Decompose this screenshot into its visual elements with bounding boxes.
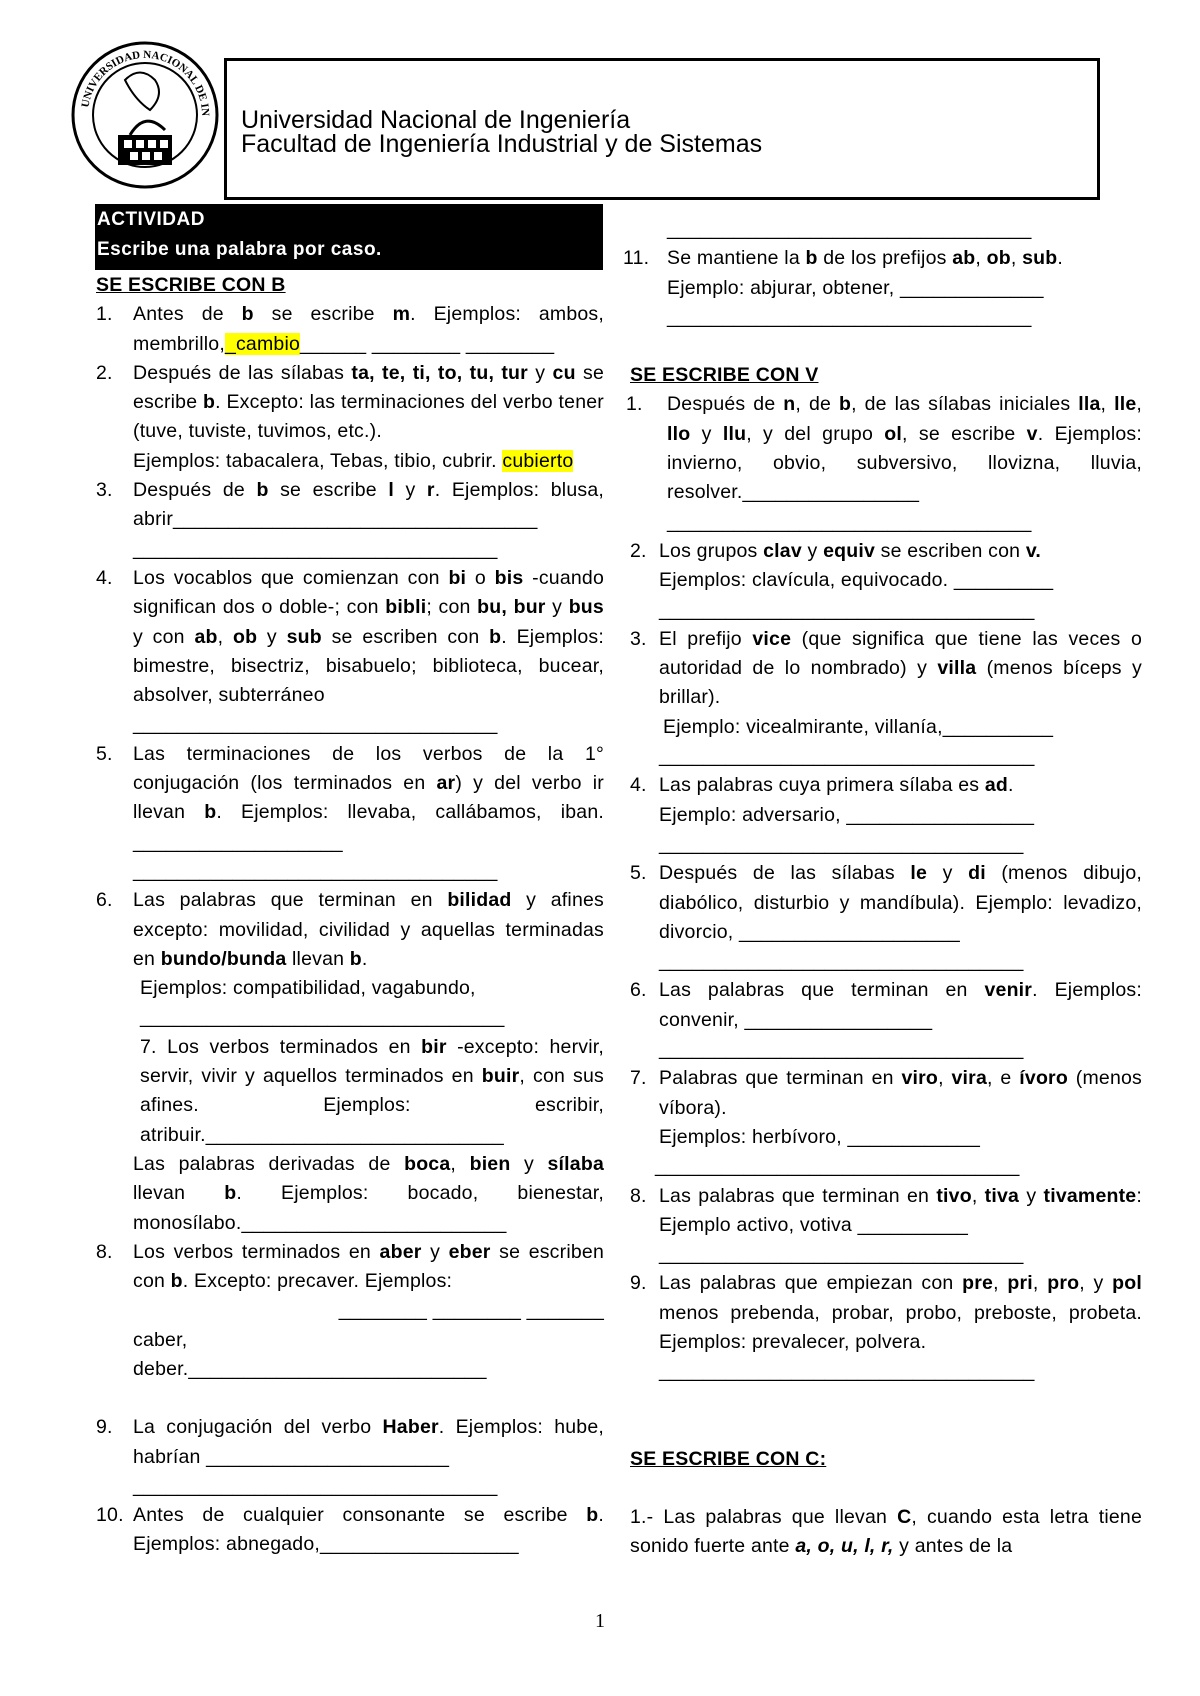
answer-blank[interactable]: _____________ bbox=[900, 276, 1044, 299]
rule-v-7: 7. Palabras que terminan en viro, vira, e ívoro (menos víbora). bbox=[630, 1067, 1142, 1119]
answer-blank[interactable]: ________________________ bbox=[241, 1211, 507, 1234]
answer-blank[interactable]: _________________________________ bbox=[133, 859, 498, 882]
rule-b-10: 10. Antes de cualquier consonante se escribe b. Ejemplos: abnegado,__________________ bbox=[96, 1504, 604, 1556]
answer-blank[interactable]: _________________________________ bbox=[659, 1038, 1024, 1061]
university-seal-icon bbox=[70, 40, 220, 190]
example-deber: deber.___________________________ bbox=[133, 1357, 487, 1380]
answer-blank[interactable]: _________________________________ bbox=[667, 305, 1032, 328]
answer-blank[interactable]: ________________ bbox=[742, 481, 920, 504]
section-heading-c: SE ESCRIBE CON C: bbox=[630, 1447, 827, 1470]
answer-blank[interactable]: __________________ bbox=[320, 1533, 519, 1556]
answer-blank[interactable]: ____________ bbox=[847, 1125, 980, 1148]
answer-blank[interactable]: __________________________________ bbox=[659, 598, 1035, 621]
answer-blank[interactable]: _________________________________ bbox=[140, 1006, 505, 1029]
answer-blank[interactable]: _________________________________ bbox=[133, 537, 498, 560]
answer-blank[interactable]: _________________________________ bbox=[655, 1155, 1020, 1178]
answer-blank[interactable]: _________________________________ bbox=[133, 713, 498, 736]
answer-blank[interactable]: ______ ________ ________ bbox=[300, 332, 555, 355]
rule-v-1: 1. Después de n, de b, de las sílabas iniciales lla, lle, llo y llu, y del grupo ol, se escribe v. Ejemplos: invierno, obvio, subversivo, llovizna, lluvia, resolver.________________ bbox=[626, 393, 1142, 504]
rule-v-4-examples: Ejemplo: adversario, _________________ bbox=[659, 803, 1035, 826]
rule-c-1: 1.- Las palabras que llevan C, cuando esta letra tiene sonido fuerte ante a, o, u, l, r, y antes de la bbox=[630, 1505, 1143, 1558]
rule-v-7-examples: Ejemplos: herbívoro, ____________ bbox=[659, 1125, 980, 1148]
answer-cubierto: cubierto bbox=[502, 449, 574, 472]
activity-bar bbox=[95, 204, 603, 270]
rule-b-11-examples: Ejemplo: abjurar, obtener, _____________ bbox=[667, 276, 1044, 299]
answer-blank[interactable]: ____________________ bbox=[739, 920, 960, 943]
rule-b-9: 9. La conjugación del verbo Haber. Ejemplos: hube, habrían ______________________ bbox=[96, 1416, 604, 1468]
answer-blank[interactable]: _________________________________ bbox=[667, 510, 1032, 533]
rule-v-4: 4. Las palabras cuya primera sílaba es ad. bbox=[630, 774, 1014, 797]
answer-blank[interactable]: __________________________________ bbox=[659, 745, 1035, 768]
rule-v-2: 2. Los grupos clav y equiv se escriben con v. bbox=[630, 539, 1042, 562]
rule-b-7: 7. Los verbos terminados en bir -excepto: hervir, servir, vivir y aquellos terminados en buir, con sus afines. Ejemplos: escribir, atribuir.___________________________ bbox=[140, 1035, 604, 1146]
rule-b-11: 11. Se mantiene la b de los prefijos ab, ob, sub. bbox=[623, 247, 1064, 270]
answer-cambio: _cambio bbox=[224, 332, 301, 355]
right-column bbox=[623, 215, 1143, 1561]
rule-b-4: 4. Los vocablos que comienzan con bi o bis -cuando significan dos o doble-; con bibli; con bu, bur y bus y con ab, ob y sub se escriben con b. Ejemplos: bimestre, bisectriz, bisabuelo; biblioteca, bucear, absolver, subterráneo bbox=[96, 566, 604, 707]
header-box bbox=[224, 58, 1100, 200]
answer-blank[interactable]: _________________________________ bbox=[659, 950, 1024, 973]
svg-text:UNIVERSIDAD NACIONAL DE INGENI: UNIVERSIDAD NACIONAL DE IN bbox=[79, 48, 212, 117]
rule-b-7-derived: Las palabras derivadas de boca, bien y sílaba llevan b. Ejemplos: bocado, bienestar, monosílabo.________________________ bbox=[133, 1152, 604, 1234]
answer-blank[interactable]: _________________________________ bbox=[133, 1474, 498, 1497]
answer-blank[interactable]: _________ bbox=[953, 569, 1054, 592]
answer-blank[interactable]: _________________________________ bbox=[667, 218, 1032, 240]
example-caber: caber, bbox=[133, 1328, 188, 1351]
rule-v-2-examples: Ejemplos: clavícula, equivocado. _________ bbox=[659, 569, 1054, 592]
answer-blank[interactable]: _________________ bbox=[744, 1008, 933, 1031]
answer-blank[interactable]: __________________________________ bbox=[659, 1360, 1035, 1383]
rule-b-2-examples: Ejemplos: tabacalera, Tebas, tibio, cubrir. cubierto bbox=[133, 449, 574, 472]
rule-b-2: 2. Después de las sílabas ta, te, ti, to, tu, tur y cu se escribe b. Excepto: las terminaciones del verbo tener (tuve, tuviste, tuvimos, etc.). bbox=[96, 361, 604, 443]
answer-blank[interactable]: ___________________ bbox=[133, 830, 343, 853]
answer-blank[interactable]: __________ bbox=[857, 1213, 969, 1236]
faculty-name: Facultad de Ingeniería Industrial y de Sistemas bbox=[241, 130, 763, 158]
rule-b-3: 3. Después de b se escribe l y r. Ejemplos: blusa, abrir_________________________________ bbox=[96, 479, 604, 531]
activity-title: ACTIVIDAD bbox=[97, 209, 205, 230]
section-heading-b: SE ESCRIBE CON B bbox=[96, 274, 286, 296]
rule-b-8: 8. Los verbos terminados en aber y eber se escriben con b. Excepto: precaver. Ejemplos: bbox=[96, 1240, 604, 1293]
rule-v-3: 3. El prefijo vice (que significa que tiene las veces o autoridad de lo nombrado) y villa (menos bíceps y brillar). bbox=[630, 627, 1142, 709]
rule-v-3-examples: Ejemplo: vicealmirante, villanía,__________ bbox=[663, 715, 1054, 738]
page-number: 1 bbox=[595, 1610, 605, 1632]
answer-blank[interactable]: ______________________ bbox=[206, 1445, 450, 1468]
rule-v-9: 9. Las palabras que empiezan con pre, pri, pro, y pol menos prebenda, probar, probo, preboste, probeta. Ejemplos: prevalecer, polvera. bbox=[630, 1272, 1142, 1353]
answer-blank[interactable]: __________ bbox=[942, 715, 1054, 738]
rule-v-5: 5. Después de las sílabas le y di (menos dibujo, diabólico, disturbio y mandíbula). Ejemplo: levadizo, divorcio, ____________________ bbox=[630, 862, 1142, 943]
answer-blank[interactable]: _________________________________ bbox=[659, 1243, 1024, 1266]
answer-blank[interactable]: ___________________________ bbox=[205, 1123, 504, 1146]
rule-b-1: 1. Antes de b se escribe m. Ejemplos: ambos, membrillo,_cambio______ ________ ________ bbox=[96, 303, 604, 355]
rule-b-5: 5. Las terminaciones de los verbos de la 1° conjugación (los terminados en ar) y del verbo ir llevan b. Ejemplos: llevaba, callábamos, iban. ___________________ bbox=[96, 742, 604, 853]
answer-blank[interactable]: ___________________________ bbox=[188, 1357, 487, 1380]
activity-instruction: Escribe una palabra por caso. bbox=[97, 239, 382, 260]
left-column bbox=[96, 271, 604, 1560]
answer-blank[interactable]: _________________________________ bbox=[173, 508, 538, 531]
rule-b-6-examples: Ejemplos: compatibilidad, vagabundo, bbox=[140, 977, 476, 1000]
rule-b-6: 6. Las palabras que terminan en bilidad y afines excepto: movilidad, civilidad y aquellas terminadas en bundo/bunda llevan b. bbox=[96, 889, 604, 970]
section-heading-v: SE ESCRIBE CON V bbox=[630, 364, 819, 387]
answer-blank[interactable]: ________ ________ _______ bbox=[338, 1299, 604, 1322]
answer-blank[interactable]: _________________ bbox=[846, 803, 1035, 826]
university-name: Universidad Nacional de Ingeniería bbox=[241, 106, 631, 134]
answer-blank[interactable]: _________________________________ bbox=[659, 832, 1024, 855]
rule-v-8: 8. Las palabras que terminan en tivo, tiva y tivamente: Ejemplo activo, votiva __________ bbox=[630, 1184, 1142, 1236]
rule-v-6: 6. Las palabras que terminan en venir. Ejemplos: convenir, _________________ bbox=[630, 979, 1142, 1031]
